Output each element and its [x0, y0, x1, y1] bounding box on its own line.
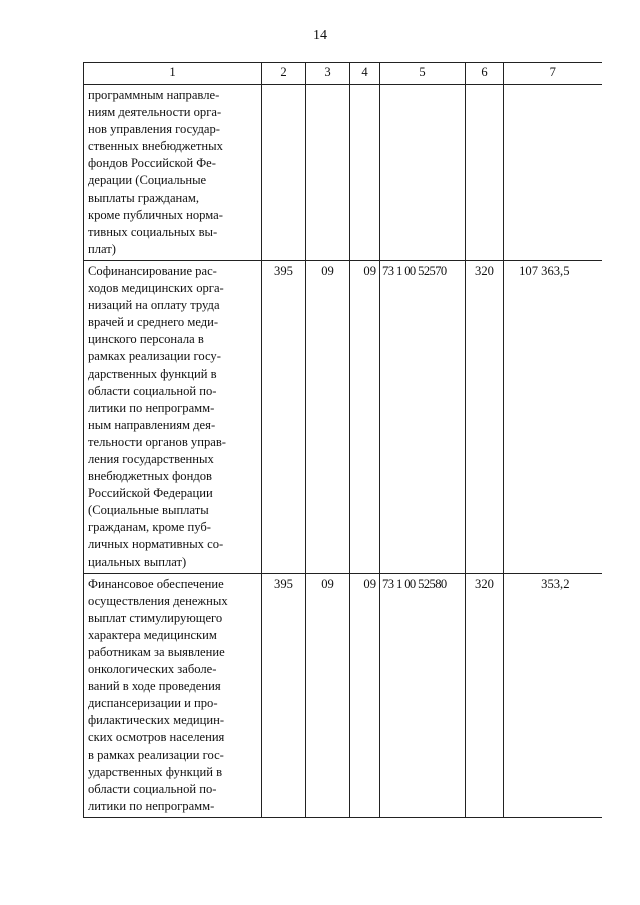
row-col-6: 320	[466, 260, 504, 573]
row-col-7: 107 363,5	[504, 260, 602, 573]
row-col-4	[350, 85, 380, 261]
row-col-7: 353,2	[504, 573, 602, 817]
row-col-4: 09	[350, 573, 380, 817]
header-col-3: 3	[306, 63, 350, 85]
row-col-5: 73 1 00 52580	[380, 573, 466, 817]
header-col-4: 4	[350, 63, 380, 85]
header-col-5: 5	[380, 63, 466, 85]
budget-table	[83, 62, 602, 818]
header-col-2: 2	[262, 63, 306, 85]
table-row	[84, 85, 602, 261]
row-col-6: 320	[466, 573, 504, 817]
row-description: программным направле- ниям деятельности орга- нов управления государ- ственных внебюджетных фондов Российской Фе- дерации (Социальные выплаты гражданам, кроме публичных норма- тивных социальных вы- плат)	[84, 85, 262, 261]
row-col-5: 73 1 00 52570	[380, 260, 466, 573]
row-col-2	[262, 85, 306, 261]
table-header-row	[84, 63, 602, 85]
row-col-3: 09	[306, 260, 350, 573]
row-col-2: 395	[262, 573, 306, 817]
row-col-7	[504, 85, 602, 261]
row-col-4: 09	[350, 260, 380, 573]
row-description: Софинансирование рас- ходов медицинских орга- низаций на оплату труда врачей и среднего меди- цинского персонала в рамках реализации госу- дарственных функций в области социальной по- литики по непрограмм- ным направлениям дея- тельности органов управ- ления государственных внебюджетных фондов Российской Федерации (Социальные выплаты гражданам, кроме пуб- личных нормативных со- циальных выплат)	[84, 260, 262, 573]
row-description: Финансовое обеспечение осуществления денежных выплат стимулирующего характера медицинским работникам за выявление онкологических заболе- ваний в ходе проведения диспансеризации и про- филактических медицин- ских осмотров населения в рамках реализации гос- ударственных функций в области социальной по- литики по непрограмм-	[84, 573, 262, 817]
row-col-2: 395	[262, 260, 306, 573]
row-col-3	[306, 85, 350, 261]
row-col-6	[466, 85, 504, 261]
header-col-6: 6	[466, 63, 504, 85]
header-col-7: 7	[504, 63, 602, 85]
row-col-5	[380, 85, 466, 261]
row-col-3: 09	[306, 573, 350, 817]
page-number: 14	[313, 28, 327, 43]
table-row	[84, 573, 602, 817]
header-col-1: 1	[84, 63, 262, 85]
table-row	[84, 260, 602, 573]
